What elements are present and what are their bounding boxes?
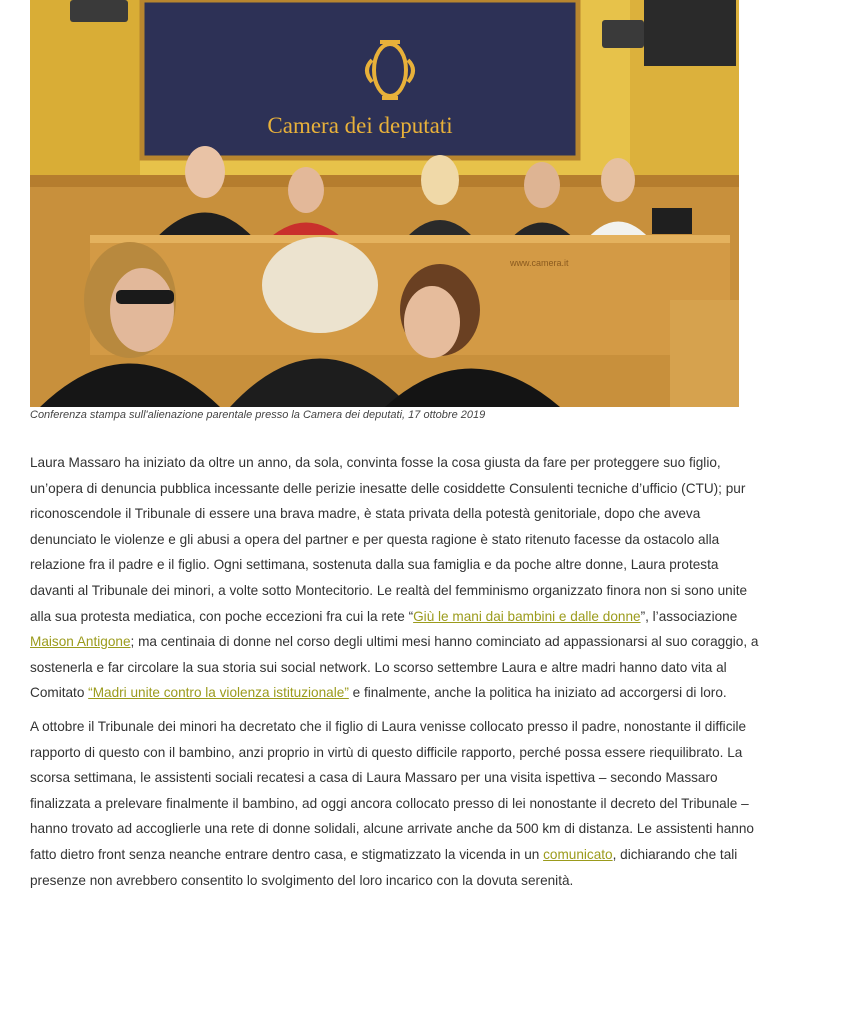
laptop <box>652 208 692 234</box>
article-paragraph-2: A ottobre il Tribunale dei minori ha decretato che il figlio di Laura venisse collocato presso il padre, nonostante il difficile rapporto di questo con il bambino, anzi proprio in virtù di questo difficile rapporto, perché possa essere riequilibrato. La scorsa settimana, le assistenti sociali recatesi a casa di Laura Massaro per una visita ispettiva – secondo Massaro finalizzata a prelevare finalmente il bambino, ad oggi ancora collocato presso di lei nonostante il decreto del Tribunale – hanno trovato ad accoglierle una rete di donne solidali, alcune arrivate anche da 500 km di distanza. Le assistenti hanno fatto dietro front senza neanche entrare dentro casa, e stigmatizzato la vicenda in un comunicato, dichiarando che tali presenze non avrebbero consentito lo svolgimento del loro incarico con la dovuta serenità. <box>30 718 754 888</box>
wall-camera-left <box>70 0 128 22</box>
chamber-sign-text: Camera dei deputati <box>267 113 453 138</box>
press-conference-image <box>30 0 739 407</box>
photo-caption: Conferenza stampa sull'alienazione parentale presso la Camera dei deputati, 17 ottobre 2019 <box>30 409 486 421</box>
link-madri-unite[interactable]: “Madri unite contro la violenza istituzionale” <box>88 685 349 701</box>
link-maison-antigone[interactable]: Maison Antigone <box>30 634 131 650</box>
article-photo <box>30 0 739 407</box>
desk-url-text: www.camera.it <box>510 258 569 268</box>
wall-camera-right <box>602 20 644 48</box>
wall-monitor <box>644 0 736 66</box>
link-giu-le-mani[interactable]: Giù le mani dai bambini e dalle donne <box>413 608 641 624</box>
article-paragraph-1: Laura Massaro ha iniziato da oltre un anno, da sola, convinta fosse la cosa giusta da fare per proteggere suo figlio, un’opera di denuncia pubblica incessante delle perizie inesatte delle cosiddette Consulenti tecniche d’ufficio (CTU); pur riconoscendole il Tribunale di essere una brava madre, è stata privata della potestà genitoriale, dopo che aveva denunciato le violenze e gli abusi a opera del partner e per questa ragione è stato ritenuto facesse da ostacolo alla relazione fra il padre e il figlio. Ogni settimana, sostenuta dalla sua famiglia e da poche altre donne, Laura protesta davanti al Tribunale dei minori, a volte sotto Montecitorio. Le realtà del femminismo organizzato finora non si sono unite alla sua protesta mediatica, con poche eccezioni fra cui la rete “Giù le mani dai bambini e dalle donne”, l’associazione Maison Antigone; ma centinaia di donne nel corso degli ultimi mesi hanno cominciato ad appassionarsi al suo coraggio, a sostenerla e far circolare la sua storia sui social network. Lo scorso settembre Laura e altre madri hanno dato vita al Comitato “Madri unite contro la violenza istituzionale” e finalmente, anche la politica ha iniziato ad accorgersi di loro. <box>30 455 759 701</box>
link-comunicato[interactable]: comunicato <box>543 846 613 862</box>
article-body <box>30 450 765 901</box>
